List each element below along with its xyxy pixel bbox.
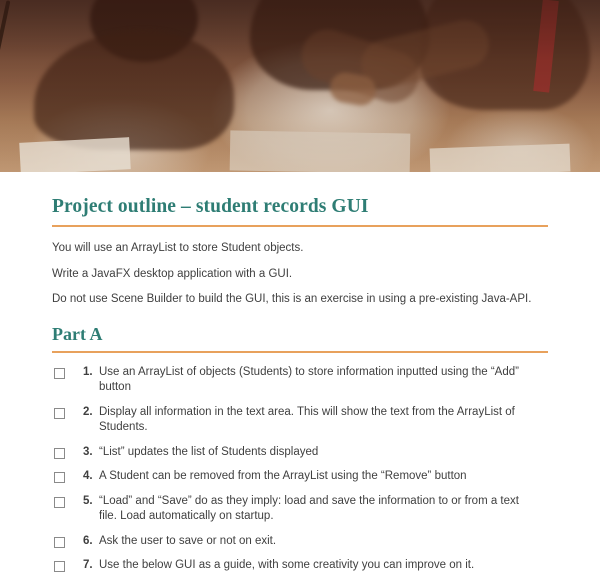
checkbox-task-7[interactable] (54, 561, 65, 572)
list-item (52, 365, 548, 396)
task-text: Display all information in the text area. This will show the text from the ArrayList of Students. (99, 405, 515, 434)
task-number: 7. (83, 559, 93, 572)
checkbox-task-3[interactable] (54, 448, 65, 459)
list-item (52, 469, 548, 485)
list-item (52, 445, 548, 461)
checkbox-task-2[interactable] (54, 408, 65, 419)
list-item (52, 558, 548, 574)
intro-paragraph-3: Do not use Scene Builder to build the GUI, this is an exercise in using a pre-existing Java-API. (52, 293, 532, 306)
task-text: Use the below GUI as a guide, with some creativity you can improve on it. (99, 559, 475, 572)
title-underline-rule (52, 225, 548, 227)
task-number: 2. (83, 405, 93, 418)
task-checklist (52, 365, 548, 574)
document-body (0, 196, 600, 574)
task-text: Use an ArrayList of objects (Students) to store information inputted using the “Add” button (99, 365, 519, 394)
task-number: 3. (83, 445, 93, 458)
list-item (52, 494, 548, 525)
task-text: “Load” and “Save” do as they imply: load and save the information to or from a text file. Load automatically on startup. (99, 494, 519, 523)
intro-paragraph-1: You will use an ArrayList to store Student objects. (52, 242, 304, 254)
checkbox-task-4[interactable] (54, 472, 65, 483)
task-text: “List” updates the list of Students displayed (99, 445, 319, 458)
task-number: 1. (83, 365, 93, 378)
intro-paragraph-2: Write a JavaFX desktop application with a GUI. (52, 267, 293, 280)
list-item (52, 405, 548, 436)
task-text: A Student can be removed from the ArrayList using the “Remove” button (99, 470, 467, 483)
checkbox-task-1[interactable] (54, 368, 65, 379)
page-title: Project outline – student records GUI (52, 196, 369, 217)
checkbox-task-5[interactable] (54, 497, 65, 508)
task-number: 6. (83, 534, 93, 547)
list-item (52, 534, 548, 550)
hero-overlay-shade (0, 0, 600, 172)
task-text: Ask the user to save or not on exit. (99, 534, 277, 547)
section-underline-rule (52, 351, 548, 353)
task-number: 4. (83, 470, 93, 483)
task-number: 5. (83, 494, 93, 507)
section-heading-part-a: Part A (52, 323, 103, 344)
checkbox-task-6[interactable] (54, 537, 65, 548)
hero-banner-image (0, 0, 600, 172)
